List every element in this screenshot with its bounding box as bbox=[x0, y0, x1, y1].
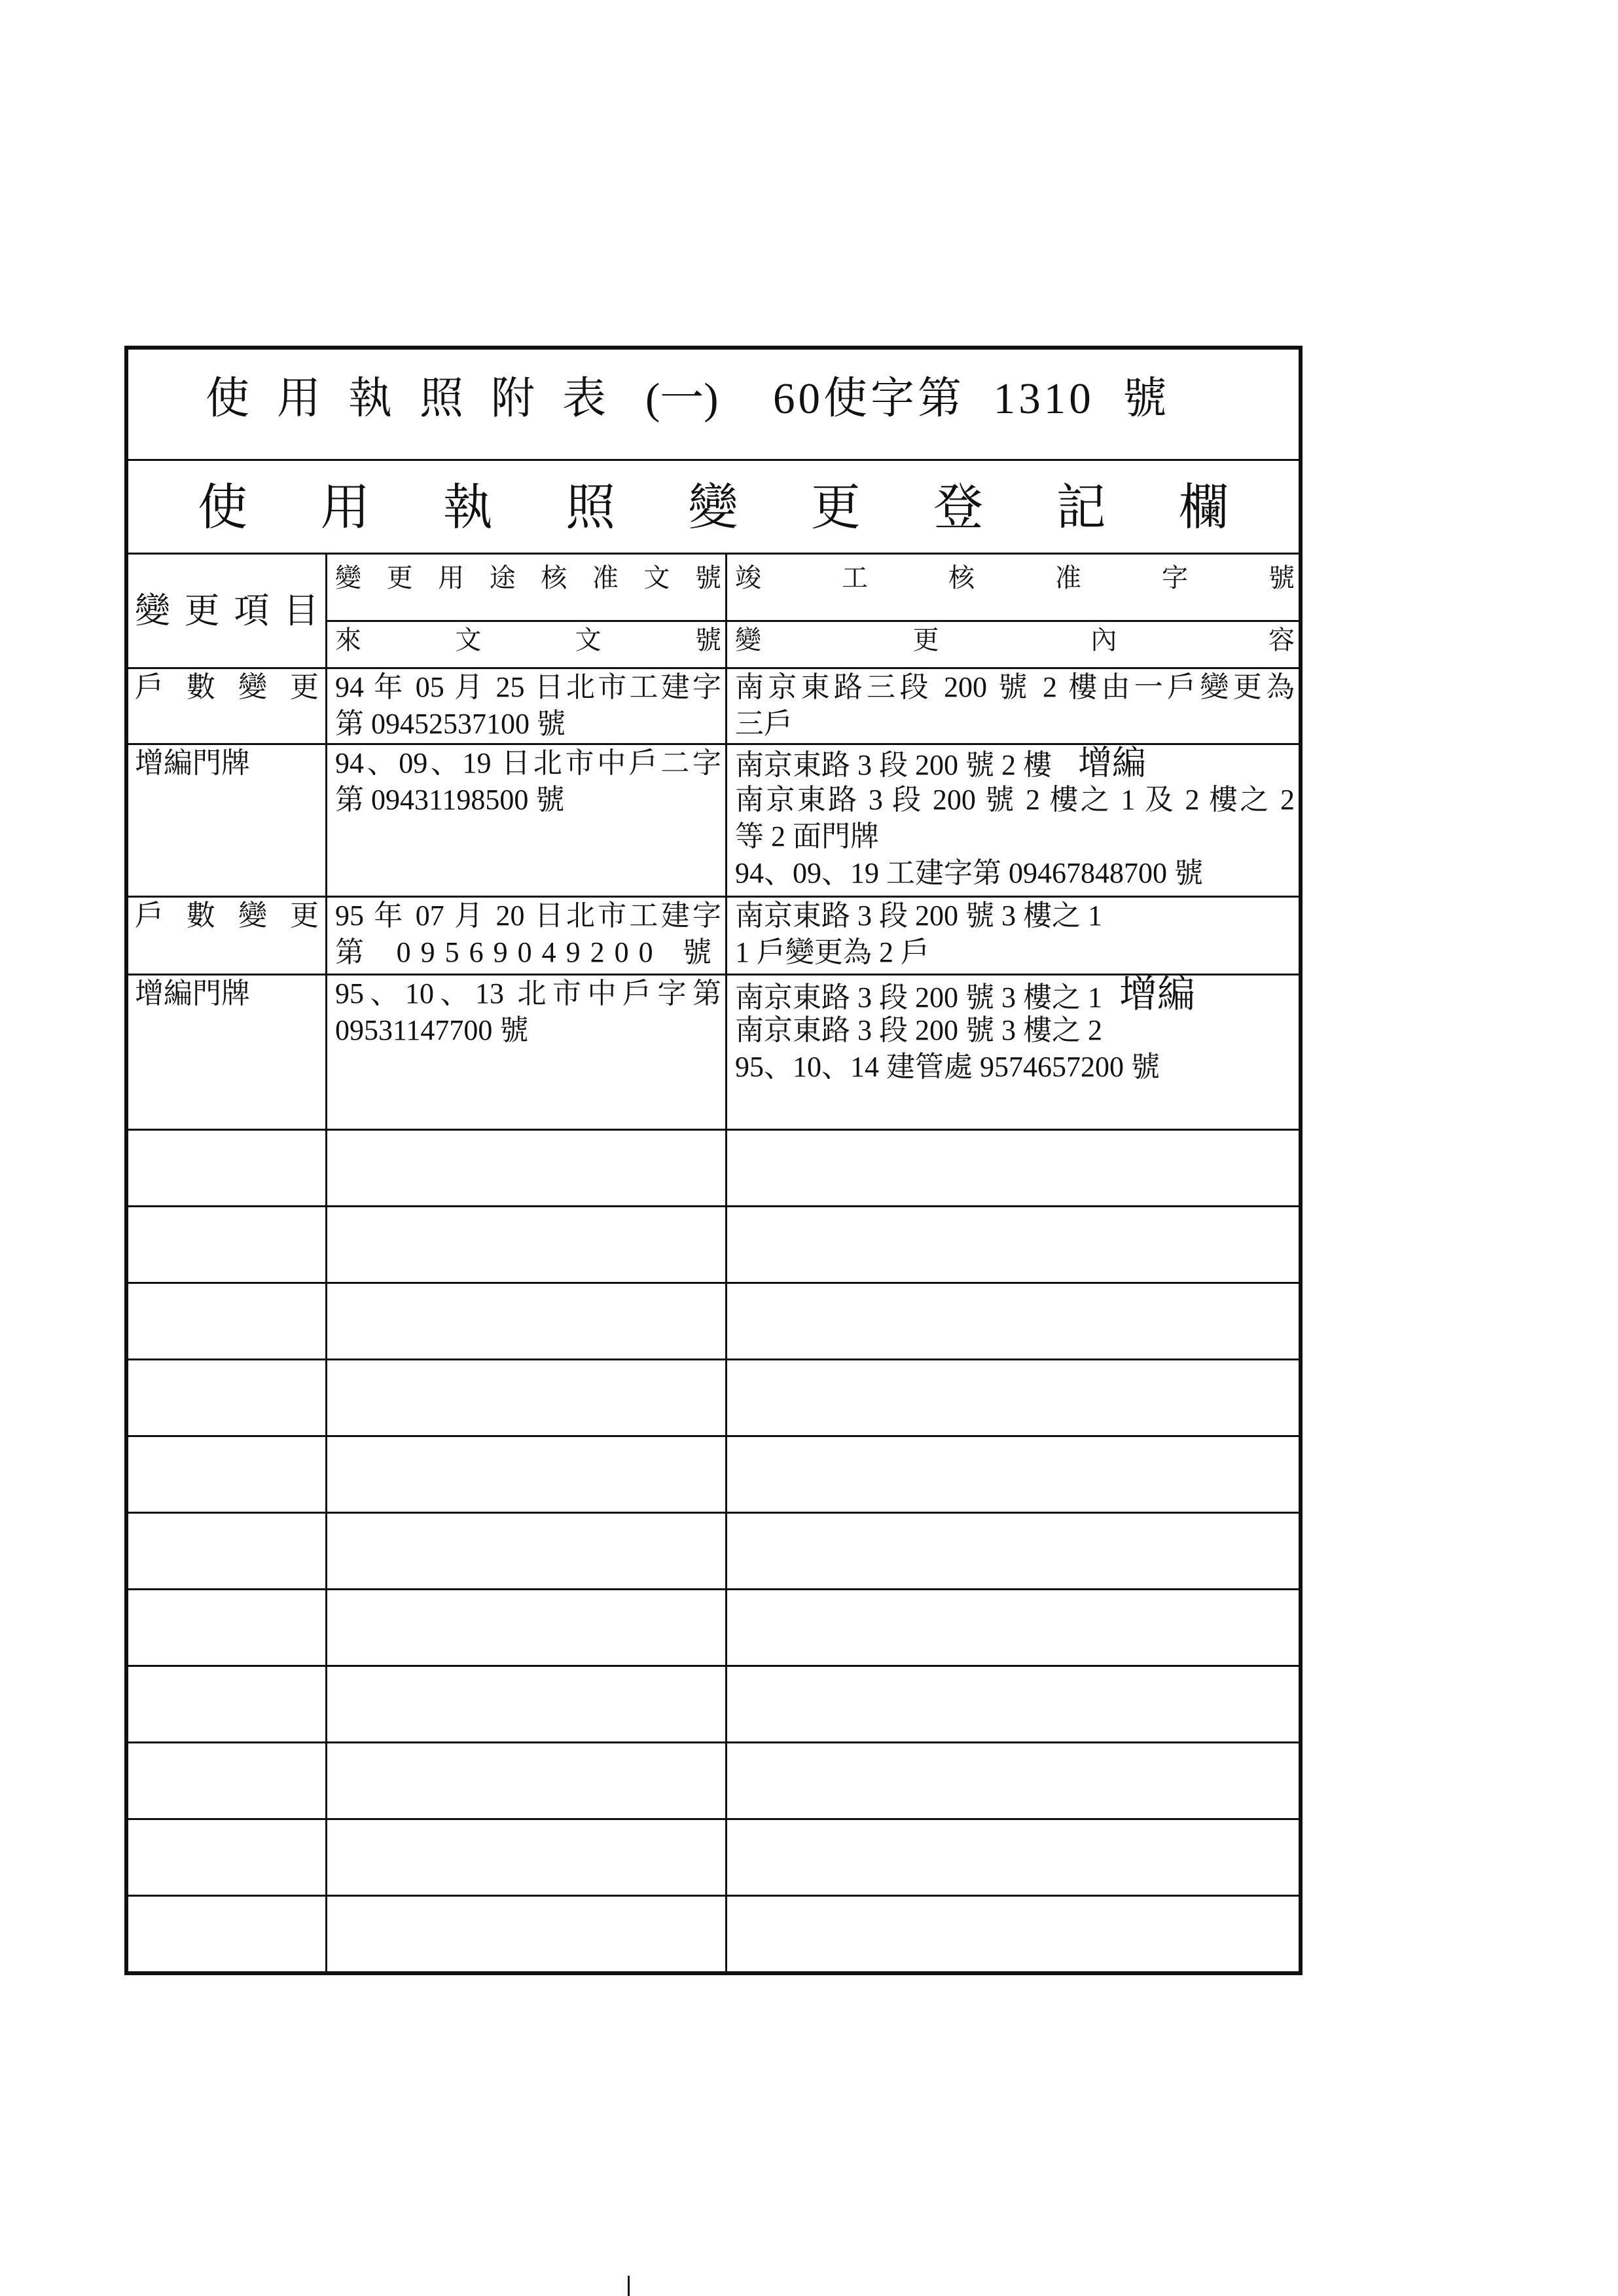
content-line: 94、09、19 工建字第 09467848700 號 bbox=[735, 857, 1203, 889]
doc-line: 95、10、13 北市中戶字第 bbox=[335, 977, 721, 1010]
doc-line: 95 年 07 月 20 日北市工建字 bbox=[335, 900, 721, 932]
header-change-content-cell bbox=[725, 620, 1299, 667]
change-item: 增編門牌 bbox=[135, 977, 250, 1010]
header-use-change-approval-cell bbox=[325, 555, 725, 620]
empty-cell bbox=[725, 1897, 1299, 1971]
content-cell bbox=[725, 898, 1299, 974]
change-item: 戶數變更 bbox=[135, 671, 319, 703]
content-line: 等 2 面門牌 bbox=[735, 820, 879, 852]
empty-cell bbox=[325, 1743, 725, 1818]
empty-cell bbox=[725, 1514, 1299, 1588]
content-line: 三戶 bbox=[735, 708, 793, 740]
empty-row bbox=[128, 1205, 1299, 1282]
empty-row bbox=[128, 1358, 1299, 1435]
empty-cell bbox=[725, 1667, 1299, 1741]
empty-cell bbox=[128, 1667, 325, 1741]
empty-cell bbox=[325, 1437, 725, 1512]
empty-cell bbox=[725, 1590, 1299, 1665]
empty-cell bbox=[325, 1360, 725, 1435]
empty-cell bbox=[325, 1131, 725, 1205]
change-item-cell bbox=[128, 975, 325, 1129]
empty-row bbox=[128, 1435, 1299, 1512]
doc-line: 09531147700 號 bbox=[335, 1014, 529, 1046]
change-item: 戶數變更 bbox=[135, 900, 319, 932]
empty-cell bbox=[725, 1743, 1299, 1818]
doc-line: 第 09431198500 號 bbox=[335, 784, 565, 816]
change-item-cell bbox=[128, 898, 325, 974]
empty-cell bbox=[725, 1284, 1299, 1358]
doc-line: 第 09569049200 號 bbox=[335, 936, 721, 968]
added-number-stamp: 增編 bbox=[1119, 972, 1196, 1016]
content-text: 南京東路 3 段 200 號 2 樓 bbox=[735, 749, 1052, 781]
empty-cell bbox=[128, 1590, 325, 1665]
empty-rows bbox=[128, 1129, 1299, 1971]
change-item: 增編門牌 bbox=[135, 747, 250, 779]
empty-cell bbox=[325, 1590, 725, 1665]
doc-line: 第 09452537100 號 bbox=[335, 708, 566, 740]
content-line: 95、10、14 建管處 9574657200 號 bbox=[735, 1051, 1160, 1083]
header-completion-approval: 竣工核准字號 bbox=[735, 563, 1295, 592]
header-change-item-cell bbox=[128, 555, 325, 667]
content-line: 1 戶變更為 2 戶 bbox=[735, 936, 929, 968]
table-header bbox=[128, 553, 1299, 667]
content-line: 南京東路 3 段 200 號 3 樓之 2 bbox=[735, 1014, 1102, 1046]
doc-line: 94、09、19 日北市中戶二字 bbox=[335, 747, 721, 779]
section-title: 使用執照變更登記欄 bbox=[198, 481, 1229, 536]
doc-number-cell bbox=[325, 898, 725, 974]
content-cell bbox=[725, 972, 1299, 1129]
empty-cell bbox=[325, 1284, 725, 1358]
document-title: 使用執照附表 bbox=[206, 374, 634, 423]
empty-row bbox=[128, 1129, 1299, 1205]
empty-cell bbox=[325, 1897, 725, 1971]
empty-cell bbox=[128, 1131, 325, 1205]
content-line: 南京東路三段 200 號 2 樓由一戶變更為 bbox=[735, 671, 1295, 703]
empty-row bbox=[128, 1665, 1299, 1741]
scan-mark bbox=[628, 2276, 630, 2296]
table-row bbox=[128, 974, 1299, 1129]
empty-cell bbox=[128, 1743, 325, 1818]
use-permit-change-table bbox=[124, 346, 1303, 1975]
permit-number: 60使字第 1310 號 bbox=[773, 374, 1170, 423]
empty-cell bbox=[128, 1360, 325, 1435]
empty-cell bbox=[128, 1897, 325, 1971]
added-number-stamp: 增編 bbox=[1078, 744, 1147, 783]
content-line: 南京東路 3 段 200 號 2 樓之 1 及 2 樓之 2 bbox=[735, 784, 1295, 816]
empty-cell bbox=[725, 1820, 1299, 1895]
content-line: 南京東路 3 段 200 號 3 樓之 1 bbox=[735, 900, 1102, 932]
header-completion-approval-cell bbox=[725, 555, 1299, 620]
table-row bbox=[128, 743, 1299, 896]
header-incoming-doc-cell bbox=[325, 620, 725, 667]
table-row bbox=[128, 667, 1299, 743]
content-text: 南京東路 3 段 200 號 3 樓之 1 bbox=[735, 981, 1102, 1013]
change-item-cell bbox=[128, 745, 325, 896]
content-line bbox=[735, 972, 1295, 1016]
subtitle-row bbox=[128, 459, 1299, 553]
change-item-cell bbox=[128, 669, 325, 743]
empty-cell bbox=[325, 1667, 725, 1741]
empty-cell bbox=[325, 1514, 725, 1588]
empty-cell bbox=[725, 1360, 1299, 1435]
title-row bbox=[128, 350, 1299, 459]
content-cell bbox=[725, 745, 1299, 896]
empty-row bbox=[128, 1588, 1299, 1665]
doc-number-cell bbox=[325, 975, 725, 1129]
empty-cell bbox=[725, 1207, 1299, 1282]
empty-cell bbox=[325, 1820, 725, 1895]
document-volume: (一) bbox=[645, 374, 719, 423]
empty-cell bbox=[725, 1131, 1299, 1205]
header-change-item: 變更項目 bbox=[135, 591, 319, 630]
empty-cell bbox=[325, 1207, 725, 1282]
empty-row bbox=[128, 1282, 1299, 1358]
empty-cell bbox=[128, 1820, 325, 1895]
empty-row bbox=[128, 1741, 1299, 1818]
empty-cell bbox=[725, 1437, 1299, 1512]
empty-row bbox=[128, 1818, 1299, 1895]
empty-row bbox=[128, 1512, 1299, 1588]
empty-cell bbox=[128, 1514, 325, 1588]
empty-cell bbox=[128, 1207, 325, 1282]
doc-number-cell bbox=[325, 669, 725, 743]
table-row bbox=[128, 896, 1299, 974]
content-line bbox=[735, 745, 1295, 782]
header-use-change-approval: 變更用途核准文號 bbox=[335, 563, 721, 592]
doc-line: 94 年 05 月 25 日北市工建字 bbox=[335, 671, 721, 703]
empty-cell bbox=[128, 1437, 325, 1512]
empty-row bbox=[128, 1895, 1299, 1971]
empty-cell bbox=[128, 1284, 325, 1358]
header-change-content: 變更內容 bbox=[735, 625, 1295, 655]
doc-number-cell bbox=[325, 745, 725, 896]
content-cell bbox=[725, 669, 1299, 743]
header-incoming-doc: 來文文號 bbox=[335, 625, 721, 655]
